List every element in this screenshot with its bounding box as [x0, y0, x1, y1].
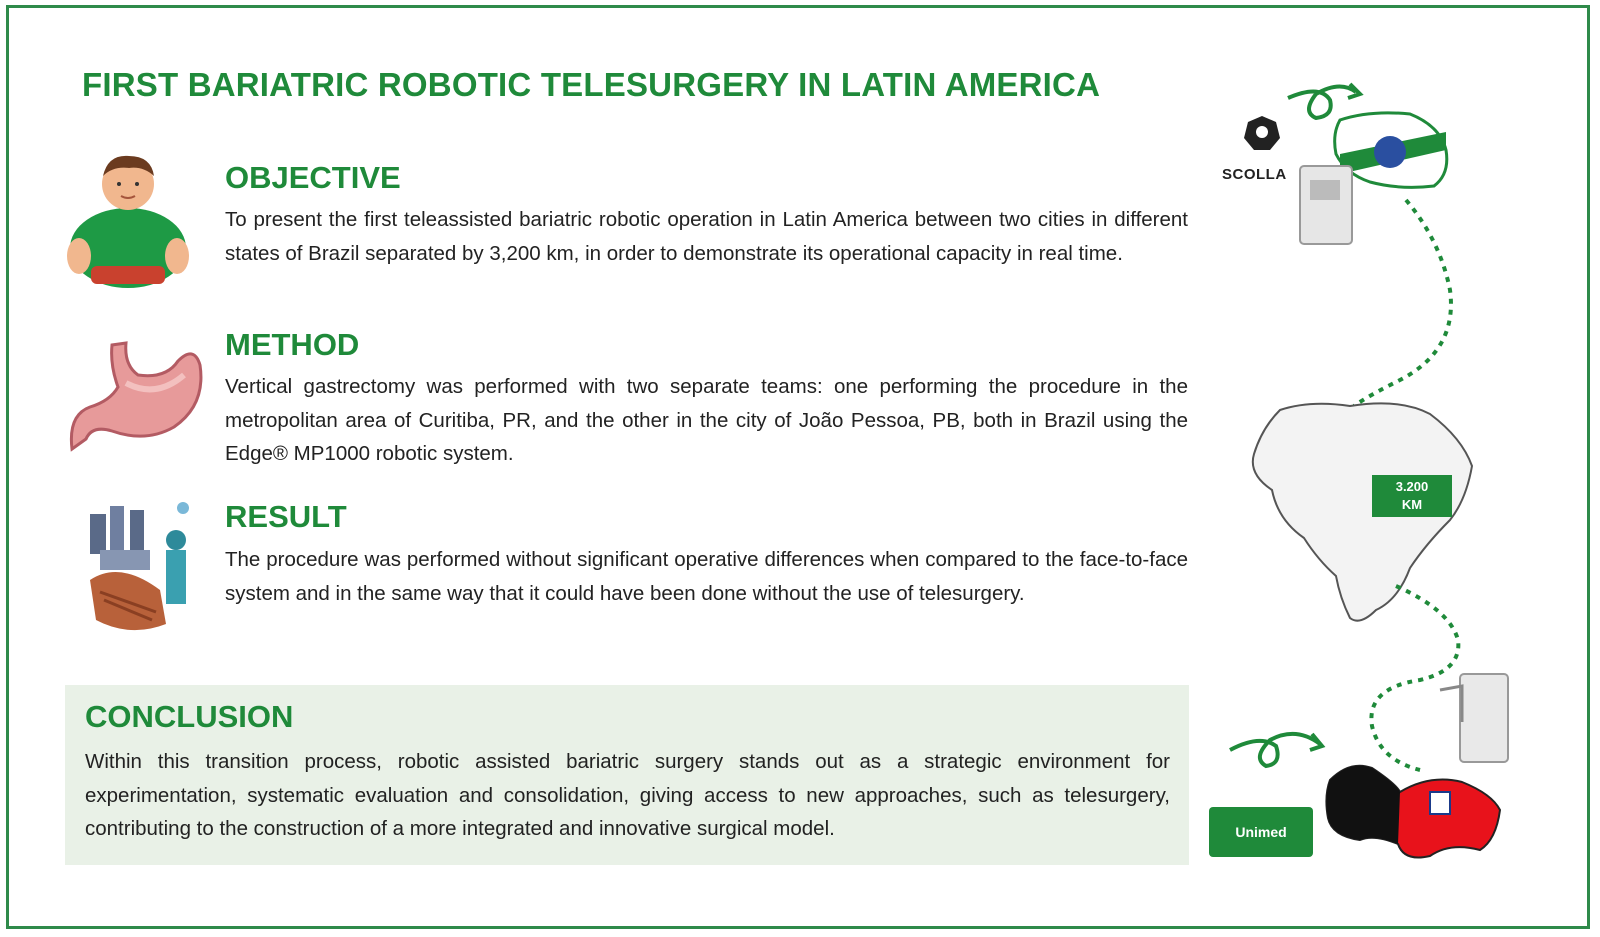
curved-arrow-icon: [1288, 86, 1356, 118]
dotted-route-top: [1354, 200, 1451, 406]
distance-unit: KM: [1401, 497, 1423, 512]
result-heading: RESULT: [225, 499, 347, 534]
curved-arrow-bottom-icon: [1230, 734, 1320, 766]
distance-badge: [1372, 475, 1452, 517]
patient-illustration: [63, 148, 193, 288]
conclusion-text: Within this transition process, robotic assisted bariatric surgery stands out as a strategic environment for experimentation, systematic evaluation and consolidation, giving access to new approaches, such as telesurgery, contributing to the construction of a more integrated and innovative surgical model.: [85, 750, 1170, 840]
objective-heading: OBJECTIVE: [225, 160, 401, 195]
scolla-logo-text: SCOLLA: [1222, 166, 1287, 183]
robot-console-icon: [1300, 166, 1352, 244]
robotic-surgery-illustration: [80, 500, 200, 640]
objective-text: To present the first teleassisted bariatric robotic operation in Latin America between two cities in different states of Brazil separated by 3,200 km, in order to demonstrate its operational capacity in real time.: [225, 208, 1188, 265]
result-text: The procedure was performed without significant operative differences when compared to the face-to-face system and in the same way that it could have been done without the use of telesurgery.: [225, 548, 1188, 605]
robot-arm-icon: [1460, 674, 1508, 762]
stomach-illustration: [66, 335, 206, 455]
dotted-route-bottom: [1371, 586, 1458, 770]
method-text: Vertical gastrectomy was performed with two separate teams: one performing the procedure in the metropolitan area of Curitiba, PR, and the other in the city of João Pessoa, PB, both in Brazil using the Edge® MP1000 robotic system.: [225, 375, 1188, 465]
conclusion-heading: CONCLUSION: [85, 699, 294, 734]
conclusion-panel: [65, 685, 1189, 865]
distance-value: 3.200: [1395, 479, 1429, 494]
unimed-logo: Unimed: [1209, 807, 1313, 857]
poster-title: FIRST BARIATRIC ROBOTIC TELESURGERY IN LATIN AMERICA: [82, 66, 1101, 103]
method-heading: METHOD: [225, 327, 360, 362]
